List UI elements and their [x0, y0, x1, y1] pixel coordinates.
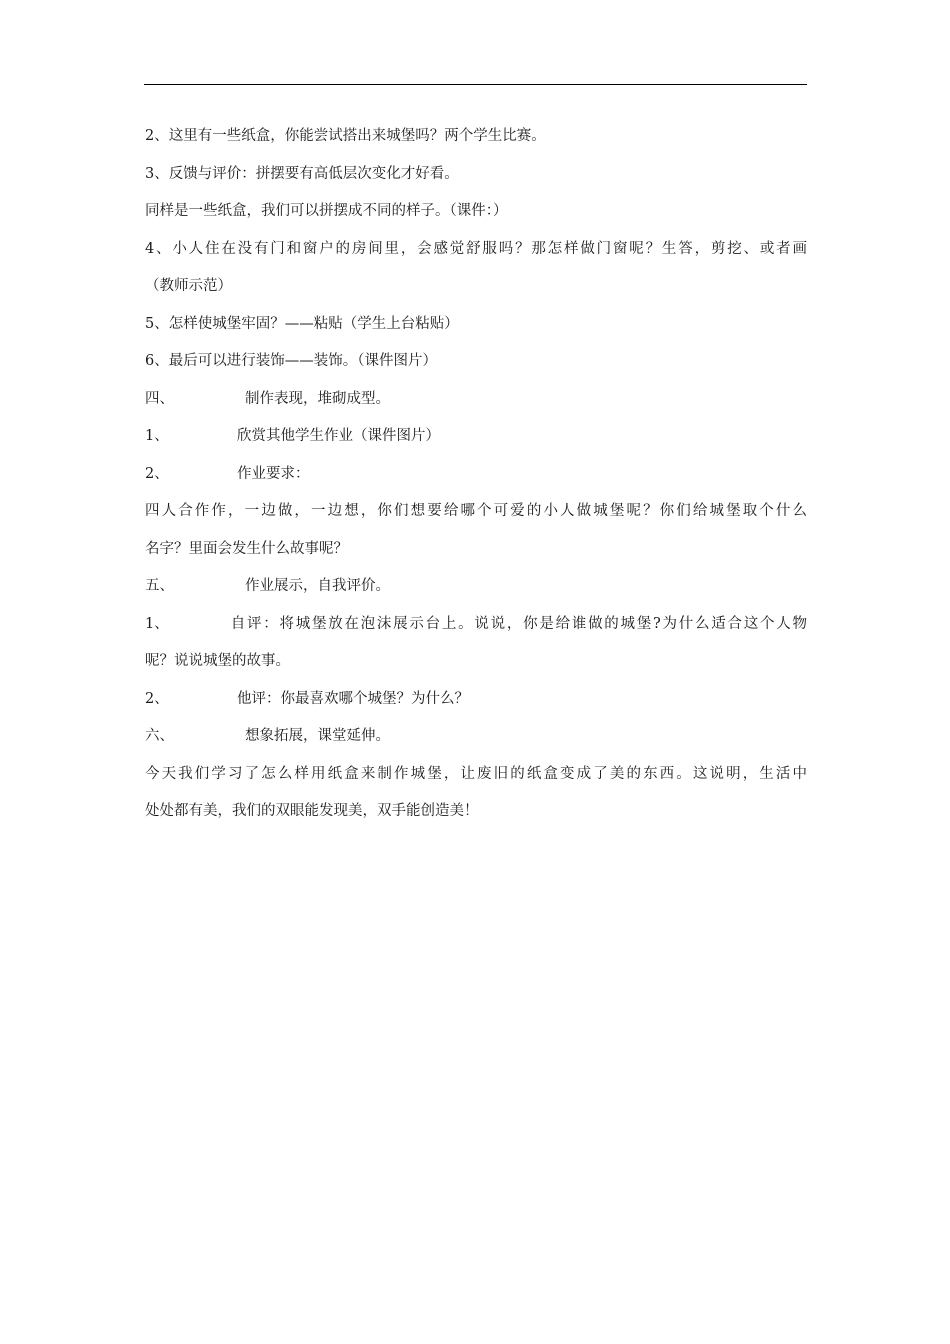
section-5-number: 五、: [145, 578, 174, 594]
section-5-heading: [145, 572, 807, 610]
section-4-item-1-text: 欣赏其他学生作业（课件图片）: [237, 428, 440, 444]
section-5-item-2-text: 他评：你最喜欢哪个城堡？为什么？: [237, 690, 469, 707]
section-5-item-1-text: 自评：将城堡放在泡沫展示台上。说说，你是给谁做的城堡?为什么适合这个人物: [229, 615, 807, 632]
step-4-line: 4、小人住在没有门和窗户的房间里，会感觉舒服吗？那怎样做门窗呢？生答，剪挖、或者画: [145, 240, 807, 257]
section-4-item-2-text: 作业要求：: [237, 465, 310, 482]
section-5-item-1-continuation: 呢？说说城堡的故事。: [145, 653, 290, 669]
section-5-item-1-number: 1、: [145, 615, 169, 632]
section-4-item-1-number: 1、: [145, 428, 169, 444]
step-4-continuation: （教师示范）: [145, 278, 232, 294]
section-6-paragraph-line-1: 今天我们学习了怎么样用纸盒来制作城堡，让废旧的纸盒变成了美的东西。这说明，生活中: [145, 765, 807, 782]
note-line: 同样是一些纸盒，我们可以拼摆成不同的样子。（课件：）: [145, 203, 508, 219]
section-6-title: 想象拓展，课堂延伸。: [245, 728, 390, 744]
document-body: [145, 122, 807, 835]
header-rule: [144, 84, 807, 85]
section-6-number: 六、: [145, 728, 174, 744]
section-6-paragraph-line-2: 处处都有美，我们的双眼能发现美，双手能创造美！: [145, 803, 479, 819]
step-6-line: 6、最后可以进行装饰——装饰。（课件图片）: [145, 353, 437, 369]
section-6-heading: [145, 722, 807, 760]
section-4-item-1: [145, 422, 807, 460]
step-3-line: 3、反馈与评价：拼摆要有高低层次变化才好看。: [145, 165, 459, 182]
step-2-line: 2、这里有一些纸盒，你能尝试搭出来城堡吗？两个学生比赛。: [145, 128, 546, 144]
section-4-paragraph-line-1: 四人合作作，一边做，一边想，你们想要给哪个可爱的小人做城堡呢？你们给城堡取个什么: [145, 503, 807, 519]
section-4-item-2: [145, 460, 807, 498]
section-5-title: 作业展示，自我评价。: [245, 578, 390, 594]
step-5-line: 5、怎样使城堡牢固？——粘贴（学生上台粘贴）: [145, 315, 459, 332]
section-5-item-2-number: 2、: [145, 690, 169, 707]
section-4-number: 四、: [145, 390, 174, 407]
section-4-paragraph-line-2: 名字？里面会发生什么故事呢？: [145, 540, 348, 557]
section-5-item-1: [145, 610, 807, 648]
section-5-item-2: [145, 685, 807, 723]
section-4-heading: [145, 385, 807, 423]
section-4-item-2-number: 2、: [145, 465, 169, 482]
section-4-title: 制作表现，堆砌成型。: [245, 390, 390, 407]
